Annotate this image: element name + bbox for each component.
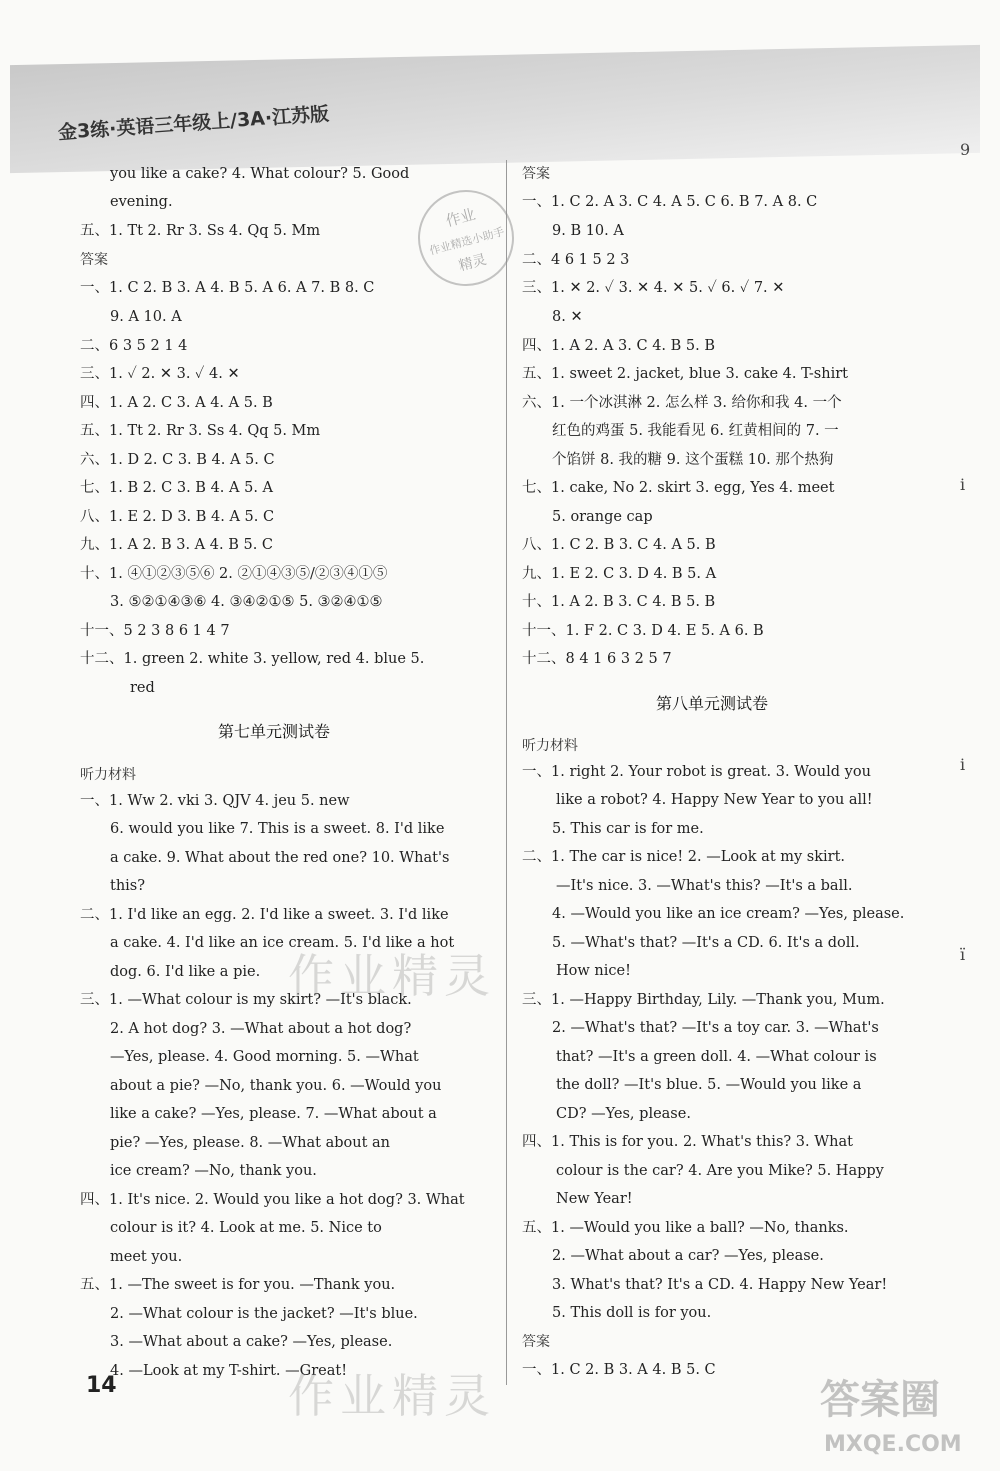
text-line: about a pie? —No, thank you. 6. —Would you [110, 1078, 442, 1094]
edge-mark: ї [960, 945, 966, 964]
text-line: 七、1. cake, No 2. skirt 3. egg, Yes 4. meet [522, 480, 835, 496]
text-line: 红色的鸡蛋 5. 我能看见 6. 红黄相间的 7. 一 [552, 423, 839, 439]
text-line: 二、1. I'd like an egg. 2. I'd like a sweet. 3. I'd like [80, 907, 449, 923]
text-line: 二、1. The car is nice! 2. —Look at my skirt. [522, 849, 846, 865]
text-line: red [130, 680, 155, 696]
text-line: a cake. 9. What about the red one? 10. What's [110, 850, 450, 866]
text-line: 2. —What about a car? —Yes, please. [552, 1248, 824, 1264]
text-line: 6. would you like 7. This is a sweet. 8. I'd like [110, 821, 445, 837]
listening-label: 听力材料 [80, 767, 136, 783]
text-line: 5. This doll is for you. [552, 1305, 712, 1321]
text-line: 一、1. C 2. A 3. C 4. A 5. C 6. B 7. A 8. C [522, 194, 818, 210]
text-line: 5. —What's that? —It's a CD. 6. It's a doll. [552, 935, 860, 951]
text-line: 三、1. —What colour is my skirt? —It's black. [80, 992, 412, 1008]
text-line: 四、1. It's nice. 2. Would you like a hot dog? 3. What [80, 1192, 465, 1208]
listening-label: 听力材料 [522, 738, 578, 754]
text-line: 十一、5 2 3 8 6 1 4 7 [80, 623, 230, 639]
watermark-text: 作业精灵 [288, 1369, 496, 1423]
text-line: 六、1. 一个冰淇淋 2. 怎么样 3. 给你和我 4. 一个 [522, 395, 842, 411]
text-line: 一、1. Ww 2. vki 3. QJV 4. jeu 5. new [80, 793, 350, 809]
text-line: 个馅饼 8. 我的糖 9. 这个蛋糕 10. 那个热狗 [552, 452, 834, 468]
text-line: 三、1. ✓ 2. ✕ 3. ✓ 4. ✕ [80, 366, 240, 382]
text-line: 三、1. —Happy Birthday, Lily. —Thank you, Mum. [522, 992, 885, 1008]
text-line: 四、1. A 2. A 3. C 4. B 5. B [522, 338, 716, 354]
watermark-text: 作业精灵 [288, 949, 496, 1003]
text-line: 四、1. A 2. C 3. A 4. A 5. B [80, 395, 273, 411]
text-line: 3. ⑤②①④③⑥ 4. ③④②①⑤ 5. ③②④①⑤ [110, 594, 383, 610]
text-line: 3. What's that? It's a CD. 4. Happy New Year! [552, 1277, 888, 1293]
text-line: 五、1. —Would you like a ball? —No, thanks. [522, 1220, 849, 1236]
column-divider [506, 160, 507, 1385]
text-line: 六、1. D 2. C 3. B 4. A 5. C [80, 452, 275, 468]
text-line: 一、1. C 2. B 3. A 4. B 5. A 6. A 7. B 8. C [80, 280, 375, 296]
stamp-bottom: 精灵 [457, 251, 489, 275]
text-line: 2. A hot dog? 3. —What about a hot dog? [110, 1021, 412, 1037]
text-line: —Yes, please. 4. Good morning. 5. —What [110, 1049, 419, 1065]
text-line: 3. —What about a cake? —Yes, please. [110, 1334, 393, 1350]
text-line: 十、1. A 2. B 3. C 4. B 5. B [522, 594, 716, 610]
text-line: 七、1. B 2. C 3. B 4. A 5. A [80, 480, 274, 496]
text-line: meet you. [110, 1249, 183, 1265]
text-line: 八、1. E 2. D 3. B 4. A 5. C [80, 509, 275, 525]
text-line: 2. —What's that? —It's a toy car. 3. —What's [552, 1020, 879, 1036]
text-line: ice cream? —No, thank you. [110, 1163, 317, 1179]
text-line: 五、1. —The sweet is for you. —Thank you. [80, 1277, 396, 1293]
text-line: 9. B 10. A [552, 223, 624, 239]
text-line: 八、1. C 2. B 3. C 4. A 5. B [522, 537, 716, 553]
text-line: 十二、1. green 2. white 3. yellow, red 4. blue 5. [80, 651, 425, 667]
text-line: 4. —Look at my T-shirt. —Great! [110, 1363, 348, 1379]
section-title: 第八单元测试卷 [656, 694, 769, 713]
text-line: a cake. 4. I'd like an ice cream. 5. I'd like a hot [110, 935, 455, 951]
text-line: 十二、8 4 1 6 3 2 5 7 [522, 651, 672, 667]
stamp-watermark [407, 179, 525, 297]
text-line: 5. This car is for me. [552, 821, 704, 837]
text-line: you like a cake? 4. What colour? 5. Good [110, 166, 410, 182]
text-line: 四、1. This is for you. 2. What's this? 3. What [522, 1134, 853, 1150]
text-line: New Year! [556, 1191, 633, 1207]
text-line: the doll? —It's blue. 5. —Would you like a [556, 1077, 862, 1093]
text-line: 4. —Would you like an ice cream? —Yes, please. [552, 906, 905, 922]
edge-mark: 9 [960, 140, 971, 159]
text-line: 五、1. Tt 2. Rr 3. Ss 4. Qq 5. Mm [80, 223, 321, 239]
answers-label: 答案 [522, 166, 550, 182]
text-line: pie? —Yes, please. 8. —What about an [110, 1135, 391, 1151]
answers-label: 答案 [522, 1334, 550, 1350]
text-line: evening. [110, 194, 173, 210]
text-line: like a robot? 4. Happy New Year to you all! [556, 792, 873, 808]
stamp-middle: 作业精选小助手 [428, 225, 506, 258]
text-line: dog. 6. I'd like a pie. [110, 964, 261, 980]
text-line: 9. A 10. A [110, 309, 182, 325]
text-line: How nice! [556, 963, 631, 979]
text-line: 一、1. C 2. B 3. A 4. B 5. C [522, 1362, 716, 1378]
section-title: 第七单元测试卷 [218, 722, 331, 741]
text-line: 九、1. E 2. C 3. D 4. B 5. A [522, 566, 717, 582]
text-line: that? —It's a green doll. 4. —What colour is [556, 1049, 877, 1065]
text-line: 一、1. right 2. Your robot is great. 3. Would you [522, 764, 871, 780]
text-line: colour is the car? 4. Are you Mike? 5. Happy [556, 1163, 884, 1179]
text-line: 8. ✕ [552, 309, 583, 325]
page-number: 14 [86, 1373, 117, 1398]
text-line: 十一、1. F 2. C 3. D 4. E 5. A 6. B [522, 623, 764, 639]
text-line: colour is it? 4. Look at me. 5. Nice to [110, 1220, 382, 1236]
text-line: 5. orange cap [552, 509, 653, 525]
text-line: —It's nice. 3. —What's this? —It's a ball. [556, 878, 853, 894]
edge-mark: і [960, 475, 966, 494]
text-line: 十、1. ④①②③⑤⑥ 2. ②①④③⑤/②③④①⑤ [80, 566, 388, 582]
text-line: 2. —What colour is the jacket? —It's blue. [110, 1306, 418, 1322]
text-line: this? [110, 878, 146, 894]
header-title: 金3练·英语三年级上/3A·江苏版 [57, 103, 330, 144]
stamp-top: 作业 [443, 205, 478, 231]
answers-label: 答案 [80, 252, 108, 268]
site-logo-url: MXQE.COM [824, 1432, 962, 1457]
text-line: 二、4 6 1 5 2 3 [522, 252, 630, 268]
text-line: 二、6 3 5 2 1 4 [80, 338, 188, 354]
text-line: 五、1. sweet 2. jacket, blue 3. cake 4. T-shirt [522, 366, 848, 382]
text-line: like a cake? —Yes, please. 7. —What about a [110, 1106, 437, 1122]
text-line: CD? —Yes, please. [556, 1106, 691, 1122]
text-line: 九、1. A 2. B 3. A 4. B 5. C [80, 537, 274, 553]
text-line: 五、1. Tt 2. Rr 3. Ss 4. Qq 5. Mm [80, 423, 321, 439]
site-logo: 答案圈 [820, 1377, 940, 1423]
edge-mark: і [960, 755, 966, 774]
text-line: 三、1. ✕ 2. ✓ 3. ✕ 4. ✕ 5. ✓ 6. ✓ 7. ✕ [522, 280, 785, 296]
header-band [10, 45, 980, 173]
